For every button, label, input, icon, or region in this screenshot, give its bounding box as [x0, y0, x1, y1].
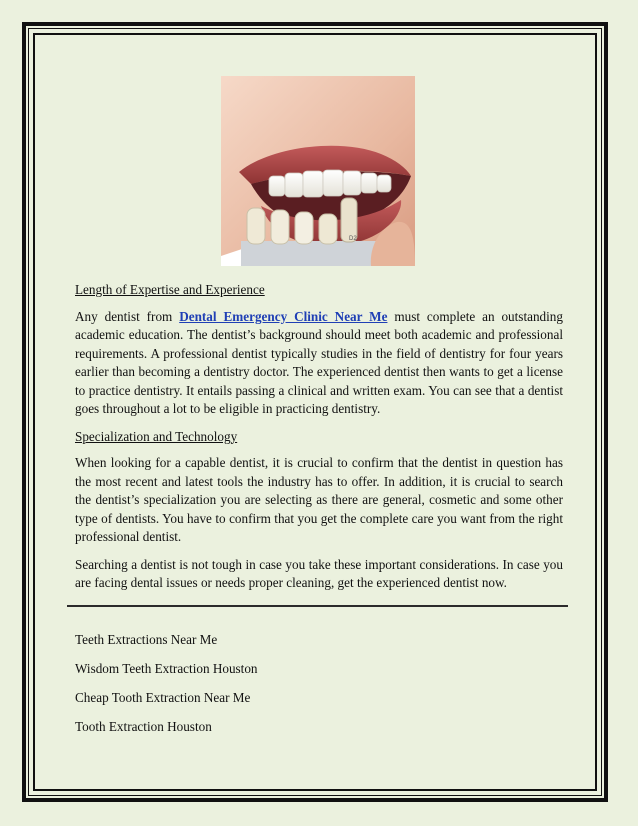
- paragraph-conclusion: Searching a dentist is not tough in case you take these important considerations. In case you are facing dental issues or needs proper cleaning, get the experienced dentist now.: [75, 556, 563, 590]
- horizontal-divider: [67, 605, 568, 607]
- related-link-item[interactable]: Tooth Extraction Houston: [75, 719, 212, 734]
- dental-shade-guide-photo: [221, 76, 415, 266]
- related-links-list: [75, 631, 563, 747]
- paragraph-text: must complete an outstanding academic education. The dentist’s background should meet both academic and professional requirements. A professional dentist typically studies in the field of dentistry for four years earlier than becoming a dentistry doctor. The experienced dentist then wants to get a license to practice dentistry. It entails passing a clinical and written exam. You can see that a dentist goes throughout a lot to be eligible in practicing dentistry.: [75, 308, 563, 416]
- article-body: [75, 281, 563, 602]
- section-heading-expertise: Length of Expertise and Experience: [75, 282, 265, 297]
- shade-tab-label: D2: [349, 236, 357, 242]
- related-link-item[interactable]: Teeth Extractions Near Me: [75, 632, 218, 647]
- paragraph-specialization: When looking for a capable dentist, it is crucial to confirm that the dentist in question has the most recent and latest tools the industry has to offer. In addition, it is crucial to search the dentist’s specialization you are selecting as there are general, cosmetic and some other type of dentists. You have to confirm that you get the complete care you want from the right professional dentist.: [75, 455, 563, 544]
- related-link-item[interactable]: Wisdom Teeth Extraction Houston: [75, 661, 258, 676]
- related-link-item[interactable]: Cheap Tooth Extraction Near Me: [75, 690, 251, 705]
- paragraph-text: Any dentist from: [75, 308, 180, 324]
- dental-emergency-clinic-link[interactable]: Dental Emergency Clinic Near Me: [179, 308, 388, 324]
- section-heading-specialization: Specialization and Technology: [75, 428, 238, 444]
- paragraph-expertise: [75, 308, 563, 419]
